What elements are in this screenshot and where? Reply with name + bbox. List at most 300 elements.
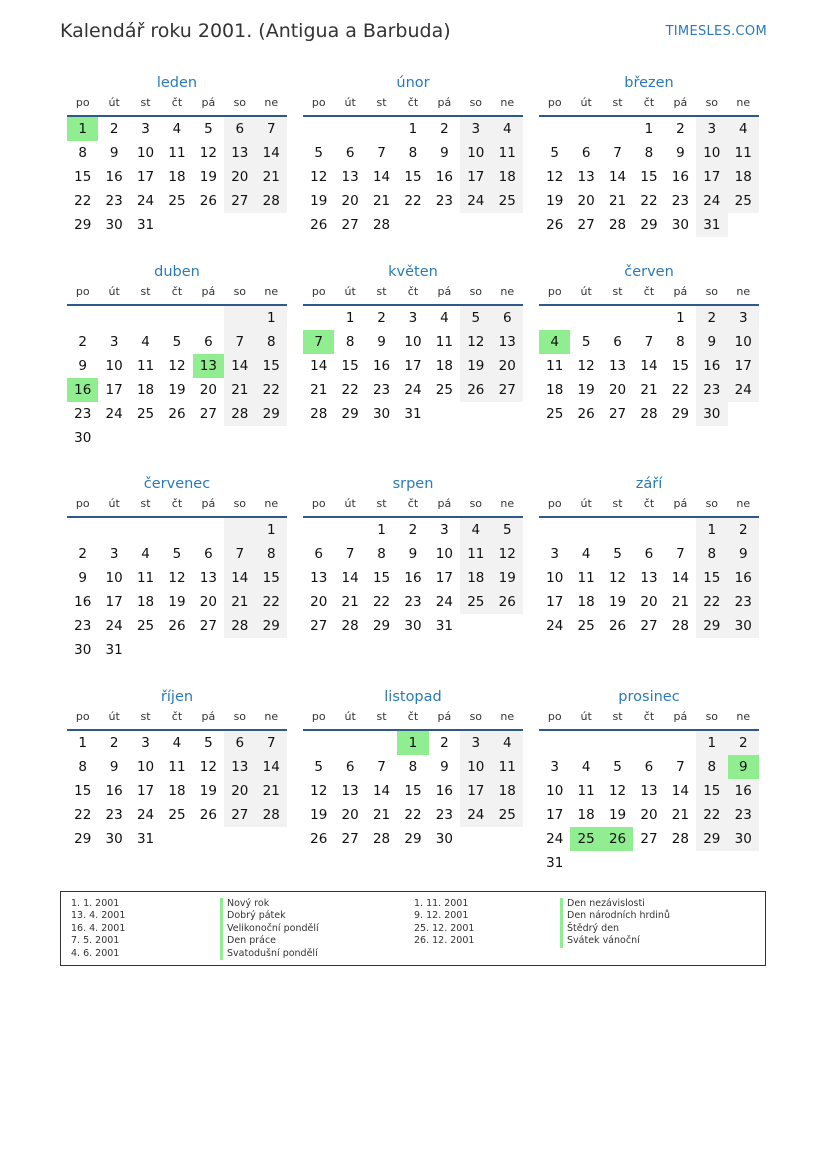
- day-cell: 9: [440, 145, 449, 161]
- day-cell: 25: [136, 406, 155, 422]
- empty-cell: [366, 117, 397, 141]
- day-cell: 27: [310, 618, 328, 634]
- day-cell: 4: [172, 121, 182, 137]
- week-row: [67, 306, 287, 330]
- month-name: listopad: [384, 689, 442, 705]
- day-cell: 11: [168, 145, 186, 161]
- weekday-label: ne: [500, 96, 515, 109]
- week-row: [303, 330, 523, 354]
- day-cell: 28: [256, 189, 287, 213]
- day-cell: 2: [109, 121, 119, 137]
- empty-cell: [224, 638, 255, 662]
- weekday-label: út: [580, 96, 592, 109]
- day-cell: 1: [256, 518, 287, 542]
- day-cell: 17: [696, 165, 727, 189]
- day-cell: 6: [613, 334, 622, 350]
- day-cell: 30: [696, 402, 727, 426]
- day-cell: 23: [105, 193, 123, 209]
- week-row: [67, 638, 287, 662]
- legend-date: 4. 6. 2001: [71, 947, 120, 959]
- day-cell: 23: [404, 594, 422, 610]
- day-cell: 2: [408, 522, 418, 538]
- week-row: [303, 731, 523, 755]
- month-block: [539, 687, 759, 875]
- day-cell: 27: [640, 831, 658, 847]
- day-cell: 15: [341, 358, 359, 374]
- week-row: [67, 117, 287, 141]
- empty-cell: [570, 731, 601, 755]
- day-cell: 1: [644, 121, 654, 137]
- empty-cell: [460, 827, 491, 851]
- page-title: Kalendář roku 2001. (Antigua a Barbuda): [60, 20, 451, 42]
- week-row: [67, 378, 287, 402]
- weekday-label: čt: [643, 285, 655, 298]
- day-cell: 26: [199, 807, 217, 823]
- day-cell: 20: [199, 382, 217, 398]
- weekday-label: so: [469, 96, 483, 109]
- day-cell: 5: [492, 518, 523, 542]
- day-cell: 28: [671, 831, 689, 847]
- empty-cell: [429, 213, 460, 237]
- empty-cell: [539, 117, 570, 141]
- day-cell: 13: [224, 141, 255, 165]
- day-cell: 21: [372, 807, 391, 823]
- day-cell: 23: [435, 193, 453, 209]
- day-cell: 29: [696, 614, 727, 638]
- day-cell: 30: [728, 614, 759, 638]
- day-cell: 8: [78, 759, 87, 775]
- weekday-header: [67, 494, 287, 518]
- empty-cell: [193, 306, 224, 330]
- weekday-header: [303, 494, 523, 518]
- day-cell: 22: [404, 193, 422, 209]
- day-cell: 29: [372, 618, 391, 634]
- day-cell: 11: [728, 141, 759, 165]
- legend-date: 7. 5. 2001: [71, 935, 120, 947]
- month-name: srpen: [392, 476, 434, 492]
- day-cell: 30: [404, 618, 422, 634]
- day-cell: 18: [168, 783, 186, 799]
- day-cell: 18: [546, 382, 564, 398]
- month-name: leden: [156, 75, 198, 91]
- brand-link[interactable]: TIMESLES.COM: [665, 24, 767, 39]
- empty-cell: [98, 306, 129, 330]
- day-cell: 24: [435, 594, 453, 610]
- day-cell: 13: [492, 330, 523, 354]
- day-cell: 11: [492, 755, 523, 779]
- day-cell: 9: [78, 570, 87, 586]
- week-row: [303, 518, 523, 542]
- empty-cell: [665, 518, 696, 542]
- weekday-label: st: [140, 710, 151, 723]
- week-row: [67, 542, 287, 566]
- day-cell: 14: [372, 169, 391, 185]
- weekday-label: st: [612, 96, 623, 109]
- day-cell: 2: [440, 121, 449, 137]
- day-cell: 28: [310, 406, 328, 422]
- day-cell: 20: [608, 382, 627, 398]
- week-row: [539, 117, 759, 141]
- day-cell: 12: [168, 358, 186, 374]
- day-cell: 22: [640, 193, 658, 209]
- weekday-label: čt: [643, 710, 655, 723]
- week-row: [67, 189, 287, 213]
- day-cell: 4: [581, 546, 591, 562]
- weekday-label: ne: [500, 285, 515, 298]
- day-cell: 3: [696, 117, 727, 141]
- weekday-label: so: [233, 285, 247, 298]
- day-cell: 2: [676, 121, 685, 137]
- weekday-label: st: [376, 497, 387, 510]
- weekday-label: pá: [437, 285, 452, 298]
- empty-cell: [633, 851, 664, 875]
- day-cell: 18: [168, 169, 186, 185]
- day-cell: 23: [696, 378, 727, 402]
- day-cell: 23: [728, 590, 759, 614]
- empty-cell: [256, 638, 287, 662]
- legend-date: 9. 12. 2001: [414, 910, 469, 922]
- day-cell: 5: [314, 759, 323, 775]
- weekday-label: út: [580, 497, 592, 510]
- empty-cell: [460, 213, 491, 237]
- weekday-label: so: [233, 497, 247, 510]
- day-cell: 14: [640, 358, 658, 374]
- day-cell: 24: [460, 189, 491, 213]
- day-cell: 26: [168, 406, 186, 422]
- day-cell: 7: [256, 731, 287, 755]
- month-block: [67, 474, 287, 662]
- weekday-label: čt: [407, 710, 419, 723]
- empty-cell: [193, 213, 224, 237]
- legend-holiday-name: Svátek vánoční: [560, 935, 670, 947]
- weekday-label: pá: [673, 710, 688, 723]
- day-cell: 23: [105, 807, 123, 823]
- day-cell: 21: [671, 807, 689, 823]
- day-cell: 30: [671, 217, 689, 233]
- day-cell: 21: [671, 594, 689, 610]
- day-cell: 5: [172, 546, 182, 562]
- day-cell: 5: [204, 121, 213, 137]
- day-cell: 27: [640, 618, 658, 634]
- week-row: [67, 731, 287, 755]
- day-cell: 13: [341, 783, 359, 799]
- week-row: [303, 566, 523, 590]
- day-cell: 24: [546, 831, 564, 847]
- day-cell: 6: [644, 546, 654, 562]
- weekday-label: ne: [264, 96, 279, 109]
- empty-cell: [303, 117, 334, 141]
- day-cell: 12: [608, 783, 627, 799]
- day-cell: 17: [404, 358, 422, 374]
- empty-cell: [224, 827, 255, 851]
- weekday-label: čt: [407, 285, 419, 298]
- day-cell: 9: [696, 330, 727, 354]
- empty-cell: [539, 306, 570, 330]
- day-cell: 28: [372, 831, 391, 847]
- week-row: [67, 566, 287, 590]
- legend-date: 26. 12. 2001: [414, 935, 475, 947]
- day-cell: 14: [224, 354, 255, 378]
- empty-cell: [161, 306, 192, 330]
- day-cell: 1: [696, 518, 727, 542]
- week-row: [539, 306, 759, 330]
- day-cell: 19: [492, 566, 523, 590]
- day-cell: 10: [136, 759, 155, 775]
- day-cell: 17: [136, 169, 155, 185]
- day-cell: 17: [460, 165, 491, 189]
- week-row: [303, 779, 523, 803]
- day-cell: 16: [435, 169, 453, 185]
- day-cell: 8: [696, 755, 727, 779]
- day-cell: 12: [492, 542, 523, 566]
- legend-date: 25. 12. 2001: [414, 922, 475, 934]
- weekday-label: st: [140, 497, 151, 510]
- day-cell: 29: [74, 217, 92, 233]
- weekday-label: út: [108, 285, 120, 298]
- day-cell: 25: [168, 193, 186, 209]
- day-cell: 28: [608, 217, 627, 233]
- legend-holiday-name: Den práce: [220, 935, 319, 947]
- empty-cell: [130, 638, 161, 662]
- day-cell: 21: [256, 165, 287, 189]
- day-cell: 25: [460, 590, 491, 614]
- weekday-label: po: [75, 497, 90, 510]
- day-cell: 2: [109, 735, 119, 751]
- day-cell: 4: [141, 546, 150, 562]
- day-cell: 16: [105, 169, 123, 185]
- legend-holiday-name: Nový rok: [220, 898, 319, 910]
- day-cell: 27: [492, 378, 523, 402]
- day-cell: 27: [341, 217, 359, 233]
- empty-cell: [602, 518, 633, 542]
- month-name: únor: [396, 75, 430, 91]
- day-cell: 25: [435, 382, 453, 398]
- day-cell: 10: [460, 141, 491, 165]
- day-cell: 3: [460, 731, 491, 755]
- day-cell: 4: [460, 518, 491, 542]
- day-cell: 12: [199, 759, 217, 775]
- day-cell: 8: [377, 546, 386, 562]
- week-row: [303, 165, 523, 189]
- day-cell: 13: [224, 755, 255, 779]
- legend-holiday-name: Den národních hrdinů: [560, 910, 670, 922]
- day-cell: 21: [640, 382, 658, 398]
- day-cell: 8: [256, 542, 287, 566]
- weekday-label: ne: [736, 497, 751, 510]
- empty-cell: [224, 518, 255, 542]
- weekday-label: čt: [407, 96, 419, 109]
- day-cell: 14: [671, 783, 689, 799]
- day-cell: 1: [377, 522, 386, 538]
- empty-cell: [728, 213, 759, 237]
- day-cell: 7: [377, 145, 386, 161]
- day-cell: 19: [577, 382, 595, 398]
- day-cell: 20: [310, 594, 328, 610]
- day-cell: 1: [256, 306, 287, 330]
- day-cell: 7: [303, 330, 334, 354]
- day-cell: 5: [581, 334, 591, 350]
- day-cell: 30: [74, 642, 92, 658]
- weekday-label: po: [311, 285, 326, 298]
- day-cell: 6: [224, 731, 255, 755]
- empty-cell: [224, 213, 255, 237]
- empty-cell: [193, 827, 224, 851]
- day-cell: 11: [136, 570, 155, 586]
- day-cell: 19: [608, 807, 627, 823]
- day-cell: 29: [341, 406, 359, 422]
- day-cell: 9: [78, 358, 87, 374]
- day-cell: 13: [608, 358, 627, 374]
- empty-cell: [570, 851, 601, 875]
- day-cell: 7: [224, 542, 255, 566]
- day-cell: 19: [460, 354, 491, 378]
- day-cell: 19: [608, 594, 627, 610]
- day-cell: 10: [136, 145, 155, 161]
- day-cell: 15: [74, 783, 92, 799]
- day-cell: 23: [372, 382, 391, 398]
- day-cell: 22: [256, 378, 287, 402]
- empty-cell: [728, 851, 759, 875]
- week-row: [539, 803, 759, 827]
- day-cell: 22: [74, 193, 92, 209]
- day-cell: 13: [640, 570, 658, 586]
- week-row: [303, 542, 523, 566]
- day-cell: 23: [435, 807, 453, 823]
- day-cell: 5: [314, 145, 323, 161]
- day-cell: 21: [224, 590, 255, 614]
- day-cell: 26: [310, 217, 328, 233]
- week-row: [539, 566, 759, 590]
- day-cell: 11: [577, 570, 595, 586]
- empty-cell: [256, 213, 287, 237]
- month-name: prosinec: [618, 689, 680, 705]
- weekday-header: [303, 93, 523, 117]
- empty-cell: [334, 731, 365, 755]
- weekday-label: so: [233, 710, 247, 723]
- day-cell: 23: [74, 406, 92, 422]
- day-cell: 25: [168, 807, 186, 823]
- day-cell: 8: [408, 145, 418, 161]
- week-row: [67, 590, 287, 614]
- weekday-label: po: [547, 285, 562, 298]
- day-cell: 28: [671, 618, 689, 634]
- day-cell: 9: [109, 759, 119, 775]
- empty-cell: [602, 117, 633, 141]
- week-row: [539, 779, 759, 803]
- week-row: [539, 141, 759, 165]
- weekday-label: st: [376, 96, 387, 109]
- week-row: [539, 165, 759, 189]
- day-cell: 7: [676, 759, 685, 775]
- day-cell: 9: [440, 759, 449, 775]
- day-cell: 7: [345, 546, 355, 562]
- legend-date: 1. 1. 2001: [71, 898, 120, 909]
- day-cell: 5: [204, 735, 213, 751]
- day-cell: 20: [224, 779, 255, 803]
- day-cell: 15: [696, 779, 727, 803]
- empty-cell: [492, 827, 523, 851]
- empty-cell: [570, 306, 601, 330]
- day-cell: 3: [109, 334, 119, 350]
- day-cell: 8: [78, 145, 87, 161]
- day-cell: 1: [397, 731, 428, 755]
- empty-cell: [224, 426, 255, 450]
- weekday-label: po: [547, 96, 562, 109]
- day-cell: 18: [728, 165, 759, 189]
- day-cell: 24: [696, 189, 727, 213]
- day-cell: 12: [460, 330, 491, 354]
- weekday-label: čt: [171, 285, 183, 298]
- empty-cell: [334, 117, 365, 141]
- day-cell: 24: [404, 382, 422, 398]
- day-cell: 24: [136, 807, 155, 823]
- legend-holiday-name: Velikonoční pondělí: [220, 923, 319, 935]
- empty-cell: [67, 306, 98, 330]
- weekday-label: út: [108, 96, 120, 109]
- empty-cell: [429, 402, 460, 426]
- legend-names-right: [560, 898, 670, 948]
- week-row: [303, 117, 523, 141]
- empty-cell: [665, 731, 696, 755]
- day-cell: 18: [136, 594, 155, 610]
- empty-cell: [366, 731, 397, 755]
- week-row: [303, 213, 523, 237]
- week-row: [67, 827, 287, 851]
- day-cell: 22: [256, 590, 287, 614]
- weekday-label: so: [705, 96, 719, 109]
- weekday-label: so: [469, 285, 483, 298]
- day-cell: 25: [577, 618, 595, 634]
- day-cell: 6: [492, 306, 523, 330]
- day-cell: 10: [404, 334, 422, 350]
- day-cell: 25: [492, 189, 523, 213]
- day-cell: 14: [341, 570, 359, 586]
- week-row: [67, 755, 287, 779]
- day-cell: 31: [696, 213, 727, 237]
- day-cell: 3: [109, 546, 119, 562]
- day-cell: 15: [372, 570, 391, 586]
- day-cell: 12: [199, 145, 217, 161]
- day-cell: 5: [460, 306, 491, 330]
- empty-cell: [303, 518, 334, 542]
- month-block: [67, 687, 287, 851]
- day-cell: 3: [550, 759, 559, 775]
- month-name: září: [635, 476, 663, 492]
- day-cell: 27: [199, 618, 217, 634]
- day-cell: 24: [105, 406, 123, 422]
- day-cell: 1: [696, 731, 727, 755]
- weekday-label: čt: [643, 497, 655, 510]
- empty-cell: [130, 518, 161, 542]
- weekday-label: ne: [500, 497, 515, 510]
- day-cell: 10: [546, 783, 564, 799]
- day-cell: 26: [492, 590, 523, 614]
- legend-holiday-name: Dobrý pátek: [220, 910, 319, 922]
- weekday-label: ne: [264, 497, 279, 510]
- week-row: [539, 402, 759, 426]
- day-cell: 6: [644, 759, 654, 775]
- day-cell: 18: [577, 807, 595, 823]
- day-cell: 20: [640, 807, 658, 823]
- weekday-label: ne: [736, 96, 751, 109]
- day-cell: 28: [256, 803, 287, 827]
- weekday-label: út: [108, 497, 120, 510]
- day-cell: 28: [224, 402, 255, 426]
- empty-cell: [161, 827, 192, 851]
- month-block: [539, 73, 759, 237]
- day-cell: 23: [671, 193, 689, 209]
- week-row: [539, 518, 759, 542]
